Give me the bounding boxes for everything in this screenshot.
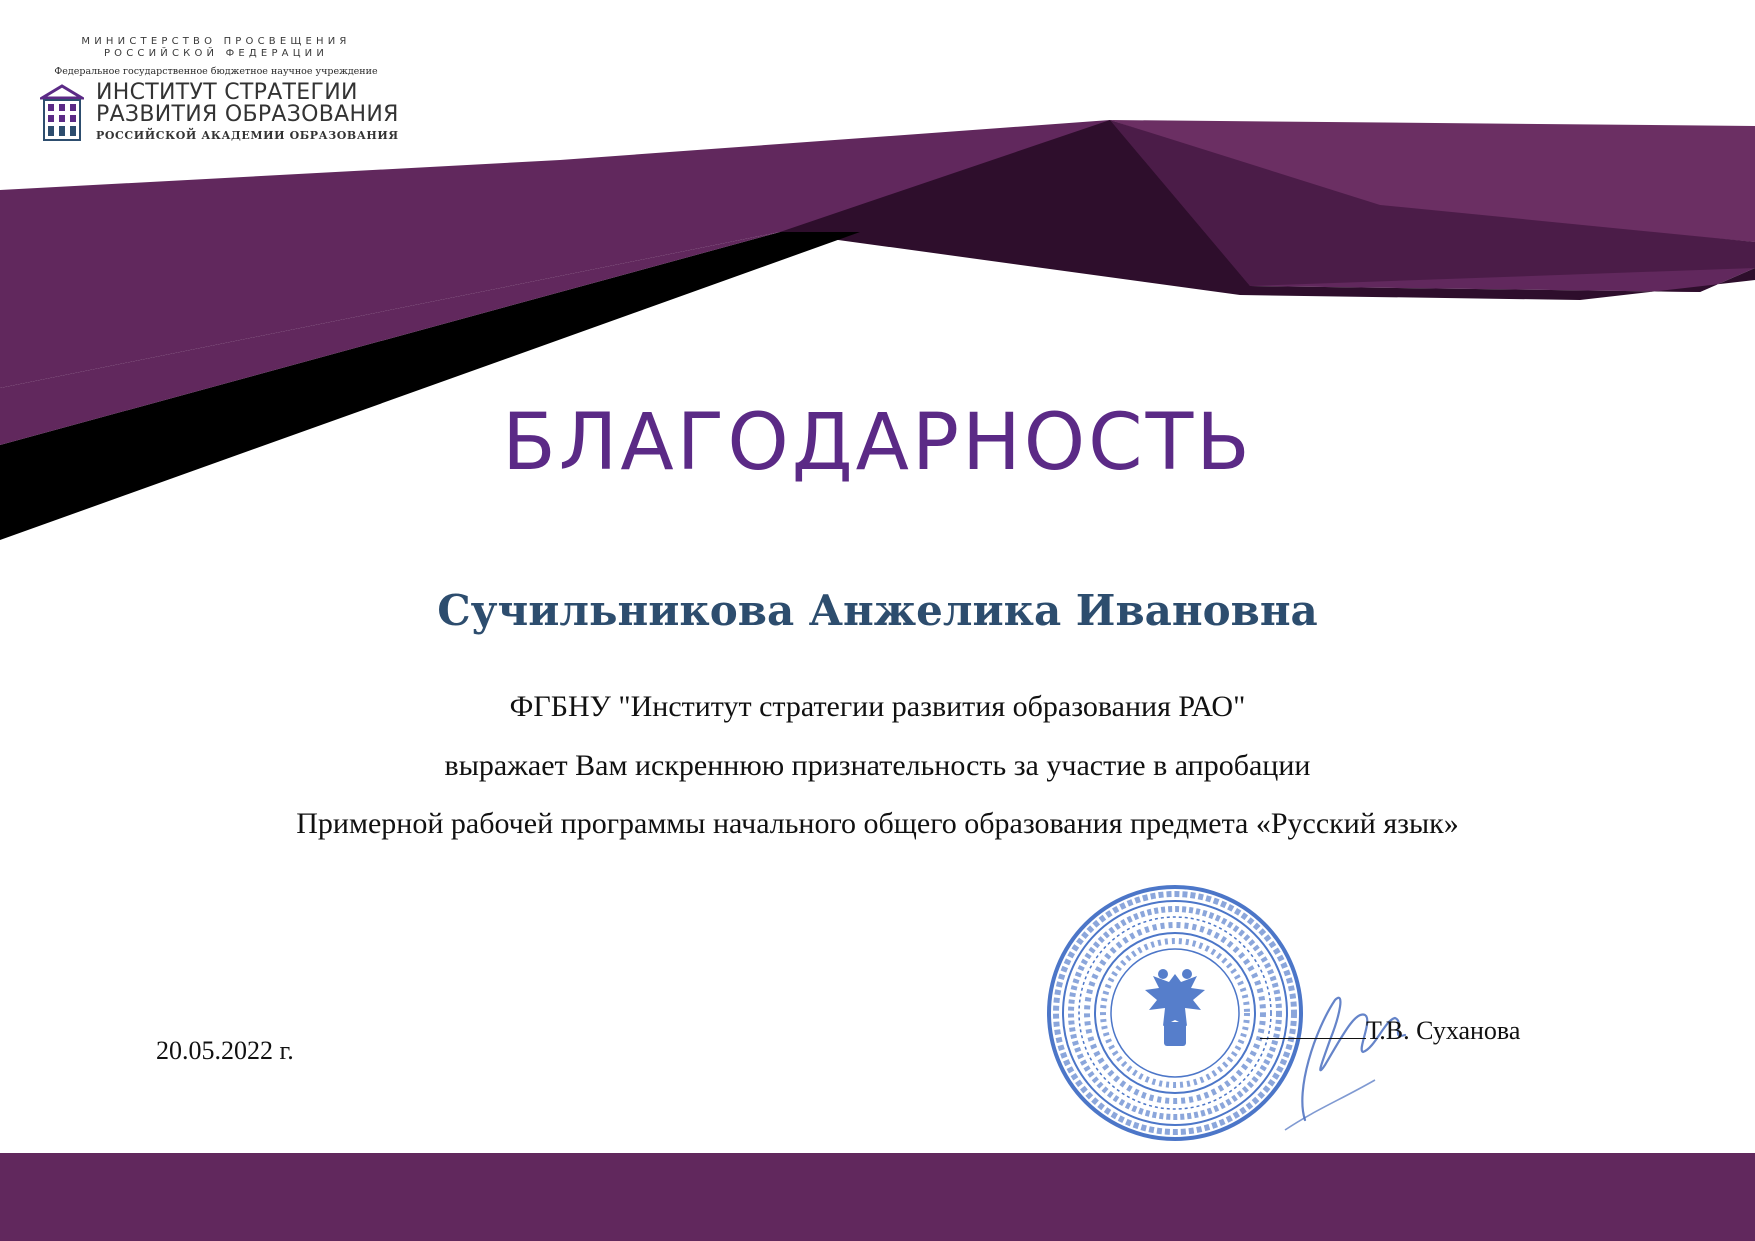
body-line-1: ФГБНУ "Институт стратегии развития образования РАО" (509, 690, 1246, 723)
handwritten-signature (1245, 970, 1425, 1140)
ministry-label (40, 36, 392, 60)
signatory-name: Т.В. Суханова (1366, 1016, 1521, 1045)
building-icon (40, 84, 84, 142)
ministry-line-1: МИНИСТЕРСТВО ПРОСВЕЩЕНИЯ (81, 36, 351, 47)
fgbnu-note: Федеральное государственное бюджетное научное учреждение (54, 66, 378, 77)
institute-name-line-2: РАЗВИТИЯ ОБРАЗОВАНИЯ (96, 102, 399, 127)
certificate-title: БЛАГОДАРНОСТЬ (502, 398, 1253, 488)
institute-name-line-1: ИНСТИТУТ СТРАТЕГИИ (96, 80, 358, 105)
issue-date: 20.05.2022 г. (156, 1036, 294, 1065)
signature-line (1260, 1016, 1366, 1039)
institute-name-line-3: РОССИЙСКОЙ АКАДЕМИИ ОБРАЗОВАНИЯ (96, 129, 399, 142)
body-line-3: Примерной рабочей программы начального общего образования предмета «Русский язык» (296, 807, 1459, 840)
recipient-name: Сучильникова Анжелика Ивановна (437, 586, 1318, 635)
body-line-2: выражает Вам искреннюю признательность за участие в апробации (444, 749, 1311, 782)
ministry-line-2: РОССИЙСКОЙ ФЕДЕРАЦИИ (103, 48, 329, 59)
signature-block (1260, 1016, 1520, 1046)
